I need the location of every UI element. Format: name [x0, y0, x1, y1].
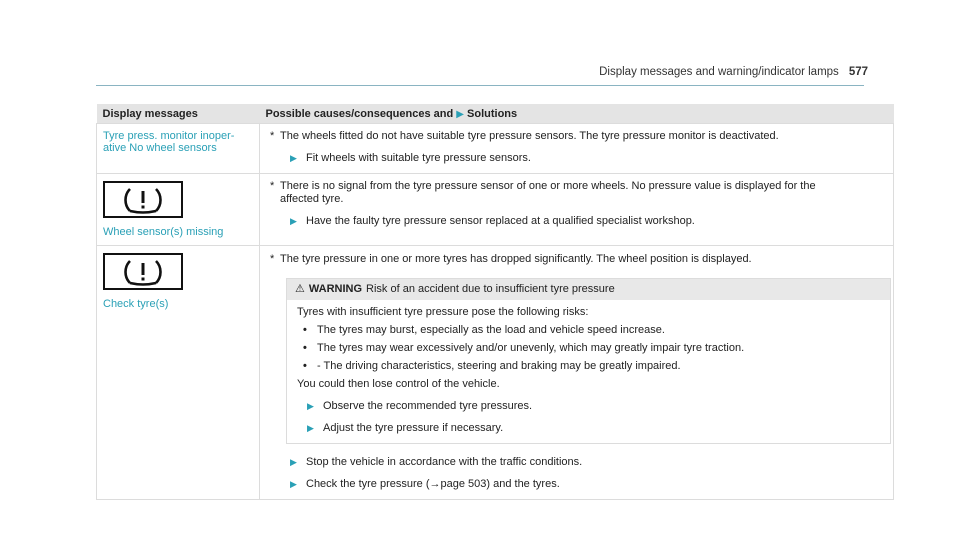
list-item: • The tyres may wear excessively and/or unevenly, which may greatly impair tyre traction.	[297, 342, 882, 355]
message-line: Tyre press. monitor inoper-	[103, 130, 235, 142]
message-line: ative No wheel sensors	[103, 142, 217, 154]
warning-intro: Tyres with insufficient tyre pressure pose the following risks:	[297, 306, 589, 318]
header-rule	[96, 85, 864, 86]
solution-step	[270, 215, 885, 228]
cause-cell	[260, 124, 894, 174]
solution-text: Adjust the tyre pressure if necessary.	[323, 422, 504, 434]
arrow-right-icon: ▶	[307, 401, 314, 411]
warning-triangle-icon: ⚠	[295, 283, 305, 295]
arrow-right-icon: ▶	[456, 108, 464, 120]
cause-cell	[260, 246, 894, 500]
col-header-solutions-text: Solutions	[467, 107, 518, 120]
table-row	[97, 124, 894, 174]
page-header	[599, 66, 868, 78]
tyre-pressure-warning-icon	[103, 253, 183, 290]
solution-step	[297, 400, 882, 413]
message-cell	[97, 124, 260, 174]
arrow-right-icon: ▶	[290, 457, 297, 467]
col-header-causes-text: Possible causes/consequences and	[265, 107, 454, 120]
solution-step	[270, 152, 885, 165]
arrow-right-icon: ▶	[290, 153, 297, 163]
cause-line: The wheels fitted do not have suitable tyre pressure sensors. The tyre pressure monitor is deactivated.	[280, 130, 779, 142]
page-number: 577	[848, 66, 868, 78]
solution-text: Observe the recommended tyre pressures.	[323, 400, 533, 412]
col-header-display-messages: Display messages	[97, 104, 260, 124]
cause-line: There is no signal from the tyre pressure sensor of one or more wheels. No pressure value is displayed for the	[280, 180, 816, 192]
col-header-causes	[260, 104, 894, 124]
header-title: Display messages and warning/indicator lamps	[599, 66, 839, 78]
message-cell	[97, 174, 260, 246]
warning-header	[287, 279, 890, 300]
solution-step	[270, 456, 885, 469]
page-reference-link[interactable]: page 503) and the tyres.	[440, 478, 560, 490]
arrow-right-icon: ▶	[290, 479, 297, 489]
cause-text-cont: affected tyre.	[280, 193, 344, 205]
warning-box	[286, 278, 891, 444]
cause-line: The tyre pressure in one or more tyres has dropped significantly. The wheel position is displayed.	[280, 253, 752, 265]
warning-consequence: You could then lose control of the vehicle.	[297, 378, 500, 390]
cause-cell	[260, 174, 894, 246]
warning-title: Risk of an accident due to insufficient tyre pressure	[366, 283, 615, 295]
message-text: Check tyre(s)	[103, 298, 169, 310]
cause-text: * The wheels fitted do not have suitable tyre pressure sensors. The tyre pressure monitor is deactivated.	[270, 130, 779, 142]
tyre-pressure-warning-icon	[103, 181, 183, 218]
solution-text: Stop the vehicle in accordance with the traffic conditions.	[306, 456, 583, 468]
solution-text: Fit wheels with suitable tyre pressure sensors.	[306, 152, 531, 164]
list-item: • - The driving characteristics, steering and braking may be greatly impaired.	[297, 360, 882, 373]
list-item: • The tyres may burst, especially as the load and vehicle speed increase.	[297, 324, 882, 337]
display-messages-table	[96, 104, 894, 500]
solution-text: Have the faulty tyre pressure sensor replaced at a qualified specialist workshop.	[306, 215, 695, 227]
solution-step	[270, 478, 885, 491]
cause-text: * There is no signal from the tyre pressure sensor of one or more wheels. No pressure value is displayed for the	[270, 180, 816, 192]
table-row	[97, 174, 894, 246]
message-text	[97, 124, 259, 154]
message-cell	[97, 246, 260, 500]
page-ref-arrow: →	[429, 478, 441, 490]
arrow-right-icon: ▶	[290, 216, 297, 226]
arrow-right-icon: ▶	[307, 423, 314, 433]
solution-step	[297, 422, 882, 435]
message-text: Wheel sensor(s) missing	[103, 226, 224, 238]
warning-label: WARNING	[308, 283, 363, 295]
table-row	[97, 246, 894, 500]
cause-text: * The tyre pressure in one or more tyres has dropped significantly. The wheel position is displayed.	[270, 253, 752, 265]
solution-text: Check the tyre pressure (	[306, 478, 430, 490]
table-header-row	[97, 104, 894, 124]
